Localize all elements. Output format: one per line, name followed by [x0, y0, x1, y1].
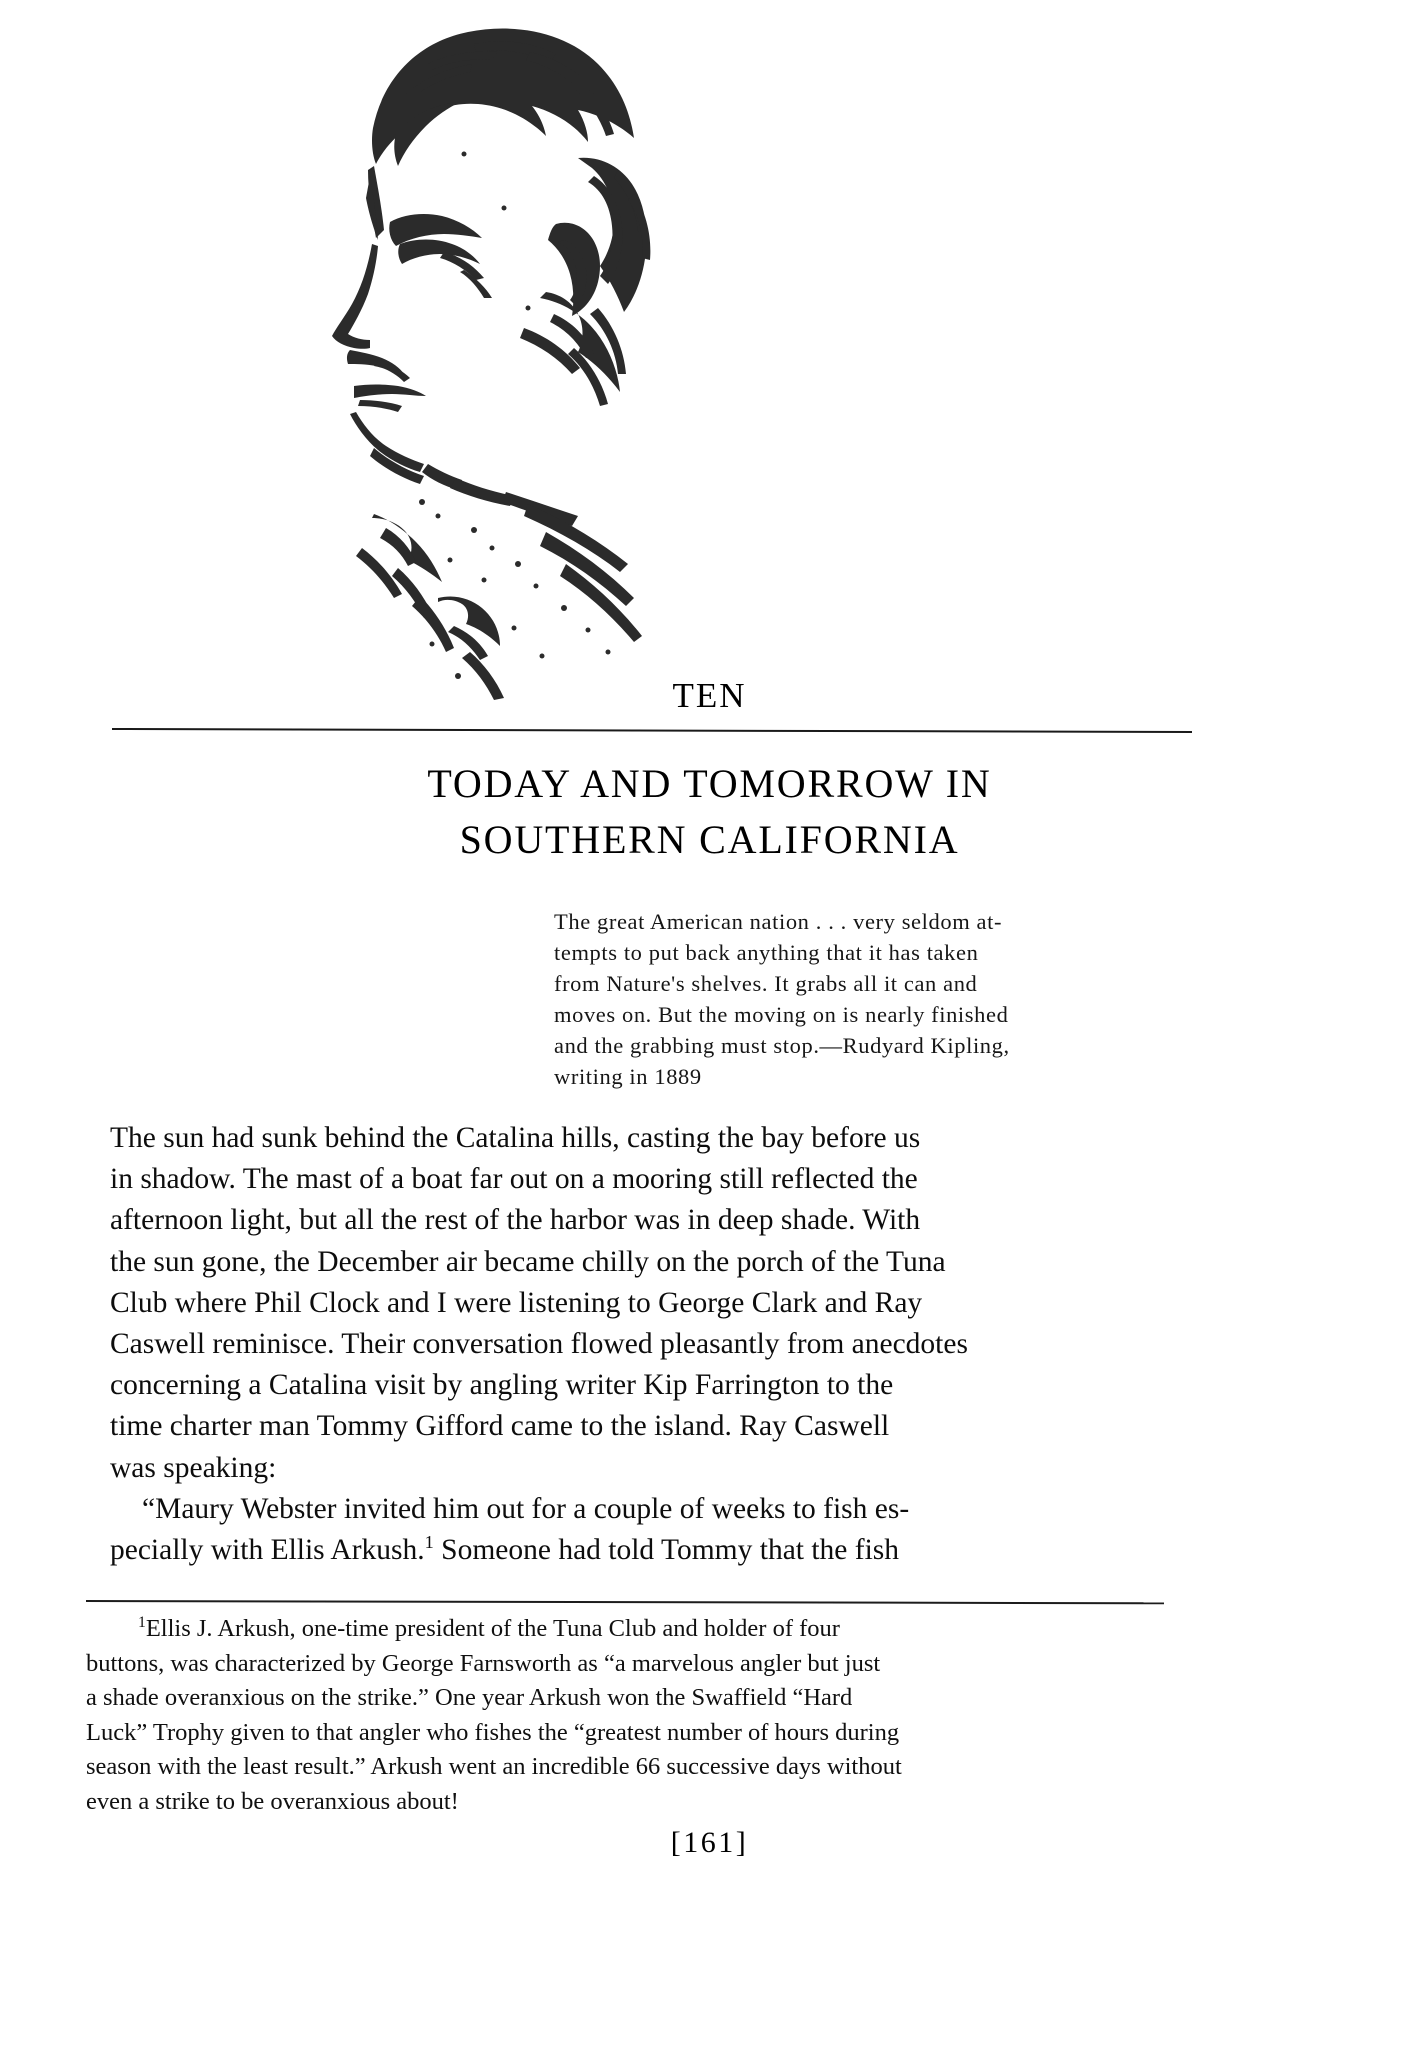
epigraph-quote: [554, 906, 1174, 1092]
chapter-header-rule: [112, 728, 1192, 733]
footnote-line: even a strike to be overanxious about!: [86, 1787, 459, 1815]
epigraph-line: writing in 1889: [554, 1064, 702, 1089]
footnote-line: buttons, was characterized by George Farnsworth as “a marvelous angler but just: [86, 1649, 881, 1677]
body-line-with-footnote-ref: [110, 1530, 1168, 1571]
footnote-reference-marker[interactable]: 1: [424, 1532, 434, 1553]
epigraph-line: The great American nation . . . very seldom at-: [554, 909, 1003, 934]
body-line: concerning a Catalina visit by angling writer Kip Farrington to the: [110, 1369, 894, 1402]
footnote: [86, 1612, 1176, 1819]
footnote-line-text: Ellis J. Arkush, one-time president of the Tuna Club and holder of four: [145, 1615, 840, 1642]
footnote-line: season with the least result.” Arkush went an incredible 66 successive days without: [86, 1753, 902, 1780]
portrait-woodcut-illustration: [278, 8, 708, 708]
body-line: Club where Phil Clock and I were listening to George Clark and Ray: [110, 1286, 923, 1319]
body-text: [110, 1118, 1168, 1571]
body-line: in shadow. The mast of a boat far out on a mooring still reflected the: [110, 1163, 918, 1196]
chapter-title: [0, 756, 1419, 868]
footnote-separator-rule: [86, 1600, 1164, 1604]
body-line-text: pecially with Ellis Arkush.: [110, 1534, 425, 1567]
page-number: [161]: [670, 1826, 749, 1859]
chapter-title-line-1: TODAY AND TOMORROW IN: [427, 761, 992, 806]
body-line: afternoon light, but all the rest of the harbor was in deep shade. With: [110, 1204, 921, 1237]
epigraph-line: from Nature's shelves. It grabs all it can and: [554, 971, 978, 996]
body-line-text-tail: Someone had told Tommy that the fish: [433, 1534, 900, 1567]
footnote-line-first: [86, 1612, 1176, 1647]
footnote-marker: 1: [138, 1613, 146, 1631]
footnote-line: Luck” Trophy given to that angler who fishes the “greatest number of hours during: [86, 1718, 900, 1746]
epigraph-line: moves on. But the moving on is nearly finished: [554, 1002, 1009, 1027]
body-line: “Maury Webster invited him out for a couple of weeks to fish es-: [142, 1492, 910, 1525]
chapter-number: TEN: [672, 676, 747, 715]
body-line: time charter man Tommy Gifford came to the island. Ray Caswell: [110, 1410, 890, 1443]
epigraph-line: tempts to put back anything that it has taken: [554, 940, 979, 965]
epigraph-line: and the grabbing must stop.—Rudyard Kipling,: [554, 1033, 1010, 1058]
body-line: Caswell reminisce. Their conversation flowed pleasantly from anecdotes: [110, 1328, 968, 1361]
body-line: The sun had sunk behind the Catalina hills, casting the bay before us: [110, 1122, 921, 1154]
chapter-title-line-2: SOUTHERN CALIFORNIA: [459, 817, 960, 862]
body-line: the sun gone, the December air became chilly on the porch of the Tuna: [110, 1245, 946, 1278]
body-line: was speaking:: [110, 1451, 277, 1484]
footnote-line: a shade overanxious on the strike.” One year Arkush won the Swaffield “Hard: [86, 1684, 853, 1711]
